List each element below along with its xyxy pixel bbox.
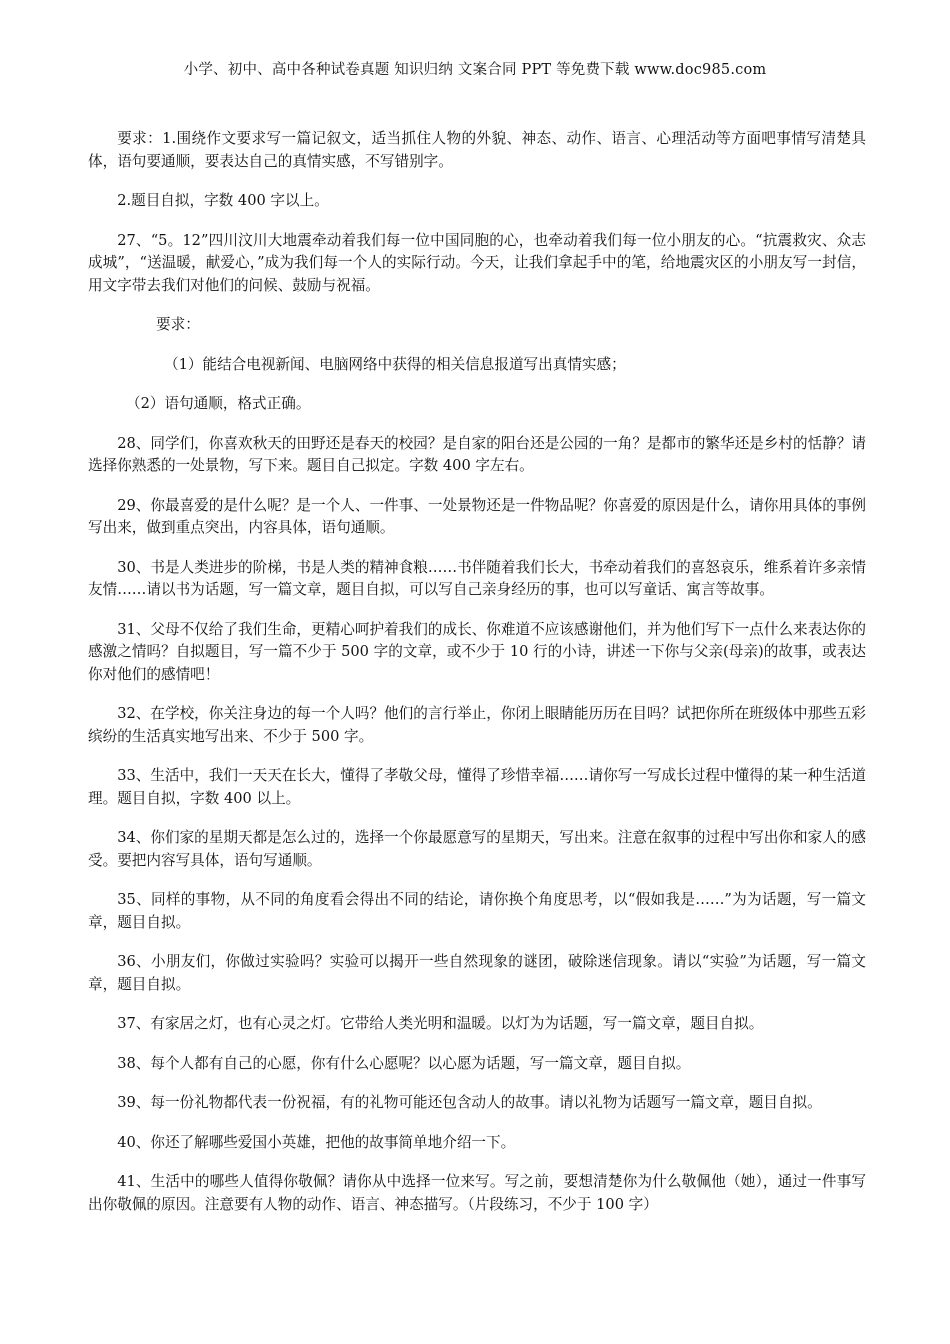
paragraph-topic-31: 31、父母不仅给了我们生命，更精心呵护着我们的成长、你难道不应该感谢他们，并为他们写下一点什么来表达你的感激之情吗？自拟题目，写一篇不少于 500 字的文章，或不少于 10 行的小诗，讲述一下你与父亲(母亲)的故事，或表达你对他们的感情吧！: [88, 620, 866, 683]
paragraph-topic-41: 41、生活中的哪些人值得你敬佩？请你从中选择一位来写。写之前，要想清楚你为什么敬佩他（她），通过一件事写出你敬佩的原因。注意要有人物的动作、语言、神态描写。（片段练习，不少于 100 字）: [88, 1173, 866, 1213]
paragraph-topic-40: 40、你还了解哪些爱国小英雄，把他的故事简单地介绍一下。: [117, 1133, 516, 1151]
paragraph-topic-39: 39、每一份礼物都代表一份祝福，有的礼物可能还包含动人的故事。请以礼物为话题写一篇文章，题目自拟。: [117, 1094, 822, 1111]
paragraph-requirement-2: 2.题目自拟，字数 400 字以上。: [117, 192, 329, 209]
page-header: 小学、初中、高中各种试卷真题 知识归纳 文案合同 PPT 等免费下载 www.doc985.com: [183, 62, 767, 78]
paragraph-requirement-1: 要求：1.围绕作文要求写一篇记叙文，适当抓住人物的外貌、神态、动作、语言、心理活动等方面吧事情写清楚具体，语句要通顺，要表达自己的真情实感，不写错别字。: [88, 130, 866, 170]
paragraph-topic-27-requirement-1: （1）能结合电视新闻、电脑网络中获得的相关信息报道写出真情实感；: [164, 355, 626, 373]
paragraph-topic-27-requirement-label: 要求：: [156, 316, 200, 333]
paragraph-topic-33: 33、生活中，我们一天天在长大，懂得了孝敬父母，懂得了珍惜幸福……请你写一写成长过程中懂得的某一种生活道理。题目自拟，字数 400 以上。: [88, 767, 866, 807]
paragraph-topic-32: 32、在学校，你关注身边的每一个人吗？他们的言行举止，你闭上眼睛能历历在目吗？试把你所在班级体中那些五彩缤纷的生活真实地写出来、不少于 500 字。: [88, 705, 866, 745]
paragraph-topic-35: 35、同样的事物，从不同的角度看会得出不同的结论，请你换个角度思考，以“假如我是……”为为话题，写一篇文章，题目自拟。: [88, 891, 866, 931]
paragraph-topic-29: 29、你最喜爱的是什么呢？是一个人、一件事、一处景物还是一件物品呢？你喜爱的原因是什么，请你用具体的事例写出来，做到重点突出，内容具体，语句通顺。: [88, 496, 866, 536]
paragraph-topic-38: 38、每个人都有自己的心愿，你有什么心愿呢？以心愿为话题，写一篇文章，题目自拟。: [117, 1054, 691, 1072]
paragraph-topic-27: 27、“5。12”四川汶川大地震牵动着我们每一位中国同胞的心，也牵动着我们每一位小朋友的心。“抗震救灾、众志成城”，“送温暖，献爱心，”成为我们每一个人的实际行动。今天，让我们拿起手中的笔，给地震灾区的小朋友写一封信，用文字带去我们对他们的问候、鼓励与祝福。: [88, 231, 866, 294]
document-body: [88, 128, 866, 1233]
paragraph-topic-34: 34、你们家的星期天都是怎么过的，选择一个你最愿意写的星期天，写出来。注意在叙事的过程中写出你和家人的感受。要把内容写具体，语句写通顺。: [88, 829, 866, 869]
paragraph-topic-30: 30、书是人类进步的阶梯，书是人类的精神食粮……书伴随着我们长大，书牵动着我们的喜怒哀乐，维系着许多亲情友情……请以书为话题，写一篇文章，题目自拟，可以写自己亲身经历的事，也可以写童话、寓言等故事。: [88, 558, 866, 598]
paragraph-topic-36: 36、小朋友们，你做过实验吗？实验可以揭开一些自然现象的谜团，破除迷信现象。请以“实验”为话题，写一篇文章，题目自拟。: [88, 953, 866, 993]
paragraph-topic-37: 37、有家居之灯，也有心灵之灯。它带给人类光明和温暖。以灯为为话题，写一篇文章，题目自拟。: [117, 1015, 764, 1032]
paragraph-topic-27-requirement-2: （2）语句通顺，格式正确。: [126, 395, 311, 412]
paragraph-topic-28: 28、同学们，你喜欢秋天的田野还是春天的校园？是自家的阳台还是公园的一角？是都市的繁华还是乡村的恬静？请选择你熟悉的一处景物，写下来。题目自己拟定。字数 400 字左右。: [88, 434, 866, 474]
